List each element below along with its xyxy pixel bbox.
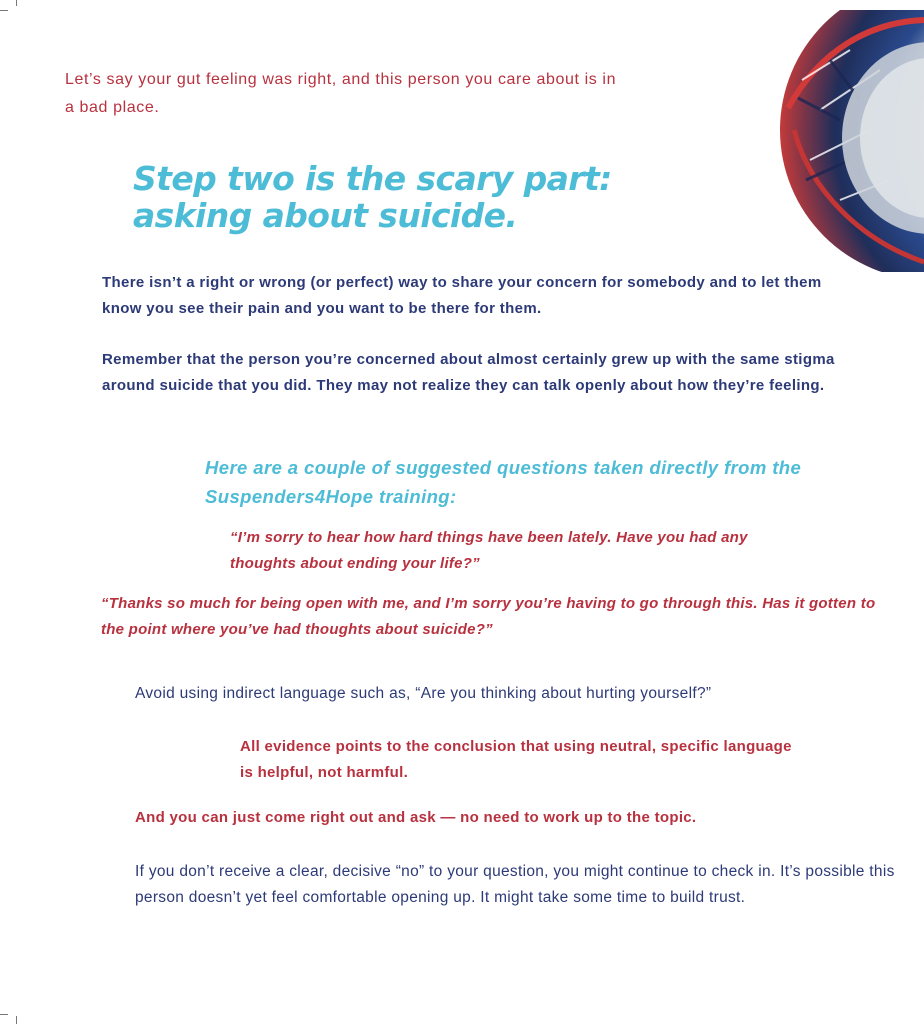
avoid-indirect-language-note: Avoid using indirect language such as, “Are you thinking about hurting yourself?”	[135, 685, 712, 702]
headline-line-1: Step two is the scary part:	[133, 159, 612, 198]
suggested-question-2: “Thanks so much for being open with me, and I’m sorry you’re having to go through this. Has it gotten to the point where you’ve had thoughts about suicide?”	[101, 595, 876, 638]
crop-mark	[0, 10, 8, 11]
crop-mark	[0, 1014, 8, 1015]
crop-mark	[16, 0, 17, 6]
headline-line-2: asking about suicide.	[133, 196, 518, 235]
ask-directly-note: And you can just come right out and ask — no need to work up to the topic.	[135, 809, 697, 826]
suggested-question-1: “I’m sorry to hear how hard things have been lately. Have you had any thoughts about ending your life?”	[230, 529, 748, 572]
page-headline	[133, 160, 773, 234]
decorative-painted-circle	[780, 10, 924, 272]
crop-mark	[16, 1016, 17, 1024]
intro-text: Let’s say your gut feeling was right, and this person you care about is in a bad place.	[65, 71, 617, 116]
paragraph-no-right-way: There isn’t a right or wrong (or perfect) way to share your concern for somebody and to let them know you see their pain and you want to be there for them.	[102, 274, 822, 317]
evidence-note: All evidence points to the conclusion that using neutral, specific language is helpful, not harmful.	[240, 738, 792, 781]
questions-intro: Here are a couple of suggested questions taken directly from the Suspenders4Hope training:	[205, 457, 802, 507]
paragraph-stigma: Remember that the person you’re concerned about almost certainly grew up with the same stigma around suicide that you did. They may not realize they can talk openly about how they’re feeling.	[102, 351, 835, 394]
closing-paragraph: If you don’t receive a clear, decisive “no” to your question, you might continue to check in. It’s possible this person doesn’t yet feel comfortable opening up. It might take some time to build trust.	[135, 863, 895, 906]
